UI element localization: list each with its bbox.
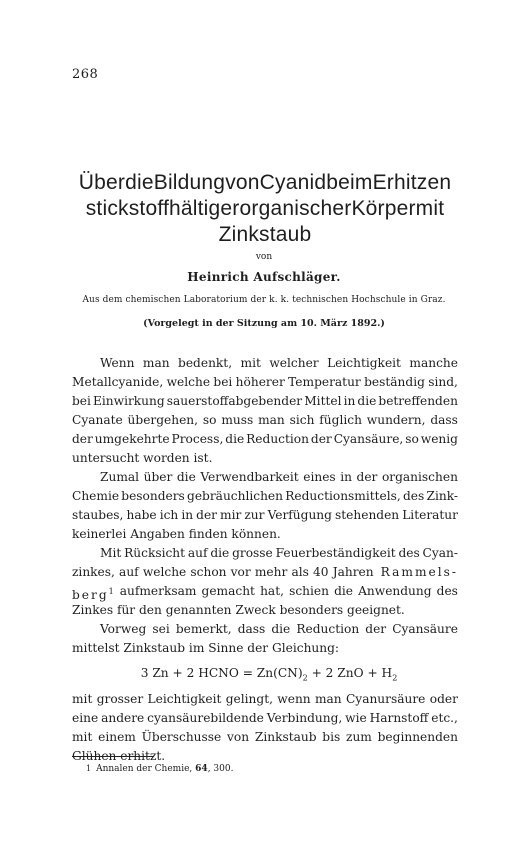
text-line (72, 506, 458, 525)
word: Wenn (100, 356, 135, 370)
word: habe (126, 508, 157, 522)
paragraph-4 (72, 620, 458, 658)
text-line: mittelst Zinkstaub im Sinne der Gleichung: (72, 641, 340, 655)
word: Leichtigkeit (147, 692, 222, 706)
title-line-1 (60, 170, 470, 196)
word: in (343, 394, 356, 408)
text-line (72, 563, 458, 582)
word: des (436, 584, 458, 598)
word: die (357, 394, 377, 408)
word: bis (322, 730, 341, 744)
word: staubes, (72, 508, 124, 522)
footnote-rule (72, 756, 154, 757)
word: sind, (428, 375, 458, 389)
word: Körper (351, 197, 416, 220)
word: so (202, 413, 217, 427)
text-line (72, 582, 458, 601)
affiliation: Aus dem chemischen Laboratorium der k. k. technischen Hochschule in Graz. (82, 295, 446, 305)
word: Bildung (153, 171, 226, 194)
word: grosse (232, 546, 273, 560)
word: eines (303, 470, 336, 484)
text-line (72, 373, 458, 392)
word: organischer (239, 197, 352, 220)
word: mir (220, 508, 242, 522)
footnote-page: , 300. (207, 764, 234, 774)
word: auf (187, 546, 208, 560)
word: so (405, 432, 419, 446)
word: Rücksicht (124, 546, 186, 560)
word: von (225, 171, 260, 194)
word: Cyanid (259, 171, 327, 194)
word: der (196, 508, 217, 522)
equation-left: 3 Zn + 2 HCNO = Zn(CN) (140, 666, 303, 680)
word: sauerstoffabgebender (166, 394, 303, 408)
word: in (181, 508, 194, 522)
word: man (258, 413, 285, 427)
name-with-footnote (72, 582, 114, 601)
title-line-3: Zinkstaub (218, 223, 312, 246)
text-line: keinerlei Angaben finden können. (72, 527, 281, 541)
word: Reductionsmittels, (285, 489, 401, 503)
word: wenig (420, 432, 458, 446)
footnote-number: 1 (86, 764, 92, 773)
word: Cyanursäure (345, 692, 426, 706)
word: übergehen, (127, 413, 199, 427)
word: mit (72, 730, 93, 744)
author-name: Heinrich Aufschläger. (187, 270, 341, 284)
text-line (72, 544, 458, 563)
word: 40 (313, 565, 329, 579)
word: schon (190, 565, 227, 579)
word: Literatur (402, 508, 458, 522)
text-line: untersucht worden ist. (72, 451, 213, 465)
word: Cyanate (72, 413, 123, 427)
word: Überschusse (141, 730, 222, 744)
title-line-2 (60, 196, 470, 222)
word: die (271, 622, 291, 636)
word: zum (346, 730, 372, 744)
word: des (403, 489, 425, 503)
word: Jahren (332, 565, 374, 579)
word: stickstoffhältiger (85, 197, 240, 220)
text-line (72, 690, 458, 709)
word: sei (152, 622, 170, 636)
word: ich (159, 508, 179, 522)
word: Zumal (100, 470, 140, 484)
equation-sub-2: 2 (392, 673, 398, 683)
word: füglich (319, 413, 362, 427)
word: Harnstoff (369, 711, 429, 725)
text-line-words (72, 563, 374, 582)
word: Mittel (304, 394, 342, 408)
word: mit (240, 356, 261, 370)
word: der (310, 432, 332, 446)
word: die (334, 584, 353, 598)
word: mit (72, 692, 93, 706)
word: andere (101, 711, 145, 725)
word: man (314, 692, 342, 706)
word: Leichtigkeit (327, 356, 401, 370)
word: cyansäurebildende (147, 711, 264, 725)
word: beständig (364, 375, 425, 389)
paragraph-3 (72, 544, 458, 620)
byline-von: von (255, 252, 273, 262)
word: Reduction (246, 432, 309, 446)
page-number: 268 (72, 67, 99, 82)
word: eine (72, 711, 99, 725)
word: über (143, 470, 173, 484)
word: hat, (260, 584, 284, 598)
word: wenn (277, 692, 311, 706)
word: mit (415, 197, 445, 220)
text-line: Glühen erhitzt. (72, 749, 166, 763)
word: wie (345, 711, 367, 725)
word: die (125, 171, 154, 194)
spaced-name: Rammels- (380, 565, 458, 579)
word: dass (237, 622, 266, 636)
word: schien (289, 584, 329, 598)
word: aufmerksam (119, 584, 197, 598)
word: beim (326, 171, 373, 194)
word: wundern, (366, 413, 426, 427)
word: Metallcyanide, (72, 375, 164, 389)
article-title (60, 170, 470, 248)
word: beginnenden (377, 730, 458, 744)
word: dass (430, 413, 458, 427)
word: welcher (269, 356, 319, 370)
spaced-name: berg (72, 588, 109, 603)
word: die (210, 546, 230, 560)
word: die (176, 470, 196, 484)
text-line (72, 430, 458, 449)
text-line-words (120, 582, 458, 601)
word: Verwendbarkeit (200, 470, 299, 484)
word: des (398, 546, 420, 560)
word: höherer (235, 375, 285, 389)
footnote-volume: 64 (195, 764, 208, 774)
word: der (365, 622, 387, 636)
word: organischen (381, 470, 458, 484)
word: Einwirkung (93, 394, 165, 408)
word: oder (429, 692, 458, 706)
article-body (72, 354, 458, 766)
word: zur (244, 508, 265, 522)
footnote-text: Annalen der Chemie, (96, 764, 193, 774)
word: gemacht (201, 584, 255, 598)
paragraph-1 (72, 354, 458, 468)
text-line (72, 411, 458, 430)
word: in (340, 470, 352, 484)
word: Reduction (296, 622, 360, 636)
word: die (225, 432, 245, 446)
word: zinkes, (72, 565, 115, 579)
word: Cyan- (422, 546, 458, 560)
word: der (72, 432, 93, 446)
word: bemerkt, (175, 622, 232, 636)
footnote-mark: 1 (108, 587, 114, 596)
equation-right: + 2 ZnO + H (307, 666, 393, 680)
word: Chemie (72, 489, 120, 503)
word: Cyansäure (392, 622, 458, 636)
word: muss (221, 413, 254, 427)
footnote (86, 764, 233, 774)
word: besonders (121, 489, 185, 503)
word: bedenkt, (178, 356, 233, 370)
text-line: Zinkes für den genannten Zweck besonders geeignet. (72, 603, 405, 617)
word: als (291, 565, 309, 579)
word: gelingt, (225, 692, 273, 706)
word: sich (289, 413, 315, 427)
word: etc., (431, 711, 458, 725)
word: Mit (100, 546, 122, 560)
word: Erhitzen (372, 171, 452, 194)
word: Zink- (426, 489, 458, 503)
word: bei (72, 394, 91, 408)
word: betreffenden (378, 394, 458, 408)
word: manche (409, 356, 458, 370)
word: Zinkstaub (254, 730, 317, 744)
word: gebräuchlichen (187, 489, 283, 503)
text-line (72, 487, 458, 506)
word: welche (142, 565, 187, 579)
word: Über (78, 171, 126, 194)
word: welche (166, 375, 211, 389)
word: Cyansäure, (333, 432, 404, 446)
word: stehenden (335, 508, 400, 522)
word: man (142, 356, 170, 370)
word: einem (98, 730, 136, 744)
word: Vorweg (100, 622, 147, 636)
word: bei (213, 375, 233, 389)
paragraph-2 (72, 468, 458, 544)
word: auf (119, 565, 139, 579)
paragraph-5 (72, 690, 458, 766)
text-line (72, 468, 458, 487)
word: der (356, 470, 378, 484)
word: Feuerbeständigkeit (275, 546, 396, 560)
word: Anwendung (358, 584, 432, 598)
word: Temperatur (288, 375, 361, 389)
chemical-equation (72, 658, 458, 690)
word: Verfügung (267, 508, 332, 522)
word: umgekehrte (94, 432, 170, 446)
word: Process, (171, 432, 224, 446)
text-line (72, 709, 458, 728)
word: Verbindung, (266, 711, 343, 725)
word: vor (230, 565, 251, 579)
word: mehr (254, 565, 288, 579)
text-line (72, 354, 458, 373)
text-line (72, 620, 458, 639)
word: grosser (96, 692, 144, 706)
text-line (72, 392, 458, 411)
equation-sub-1: 2 (302, 673, 308, 683)
word: von (227, 730, 250, 744)
text-line (72, 728, 458, 747)
presentation-note: (Vorgelegt in der Sitzung am 10. März 1892.) (143, 318, 385, 329)
